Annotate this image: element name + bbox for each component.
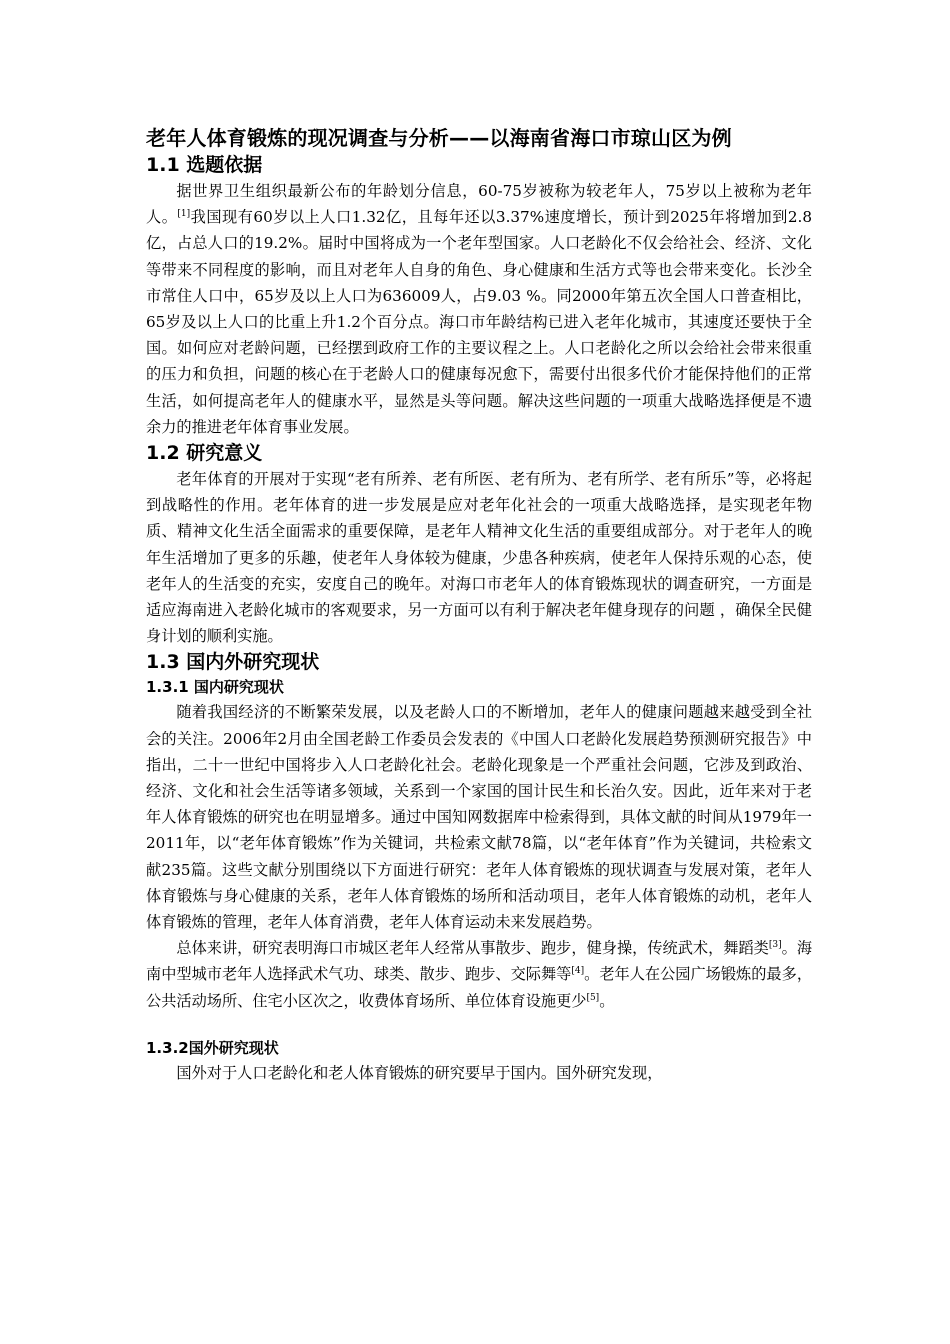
paragraph-text: 。 [599, 991, 615, 1010]
subsection-heading-1-3-1: 1.3.1 国内研究现状 [146, 678, 284, 697]
paragraph-text: 据世界卫生组织最新公布的年龄划分信息，60-75岁被称为较老年人，75岁以上被称为老年人。 [146, 182, 812, 227]
citation-ref: [5] [586, 992, 600, 1003]
paragraph-1-3-1-b [146, 935, 812, 1014]
subsection-heading-1-3-2: 1.3.2国外研究现状 [146, 1038, 279, 1057]
document-page [146, 124, 812, 1086]
paragraph-text: 我国现有60岁以上人口1.32亿，且每年还以3.37%速度增长，预计到2025年将增加到2.8亿，占总人口的19.2%。届时中国将成为一个老年型国家。人口老龄化不仅会给社会、经济、文化等带来不同程度的影响，而且对老年人自身的角色、身心健康和生活方式等也会带来变化。长沙全市常住人口中，65岁及以上人口为636009人，占9.03 %。同2000年第五次全国人口普查相比，65岁及以上人口的比重上升1.2个百分点。海口市年龄结构已进入老年化城市，其速度还要快于全国。如何应对老龄问题，已经摆到政府工作的主要议程之上。人口老龄化之所以会给社会带来很重的压力和负担，问题的核心在于老龄人口的健康每况愈下，需要付出很多代价才能保持他们的正常生活，如何提高老年人的健康水平，显然是头等问题。解决这些问题的一项重大战略选择便是不遗余力的推进老年体育事业发展。 [146, 208, 812, 436]
paragraph-text: 。海南中型城市老年人选择武术气功、球类、散步、跑步、交际舞等 [146, 939, 813, 984]
paragraph-1-1 [146, 178, 812, 440]
citation-ref: [1] [177, 209, 191, 220]
paragraph-1-3-2: 国外对于人口老龄化和老人体育锻炼的研究要早于国内。国外研究发现， [176, 1063, 663, 1082]
paragraph-text: 。老年人在公园广场锻炼的最多，公共活动场所、住宅小区次之，收费体育场所、单位体育设施更少 [146, 965, 813, 1010]
paragraph-1-3-1-a: 随着我国经济的不断繁荣发展，以及老龄人口的不断增加，老年人的健康问题越来越受到全社会的关注。2006年2月由全国老龄工作委员会发表的《中国人口老龄化发展趋势预测研究报告》中指出，二十一世纪中国将步入人口老龄化社会。老龄化现象是一个严重社会问题，它涉及到政治、经济、文化和社会生活等诸多领域，关系到一个家国的国计民生和长治久安。因此，近年来对于老年人体育锻炼的研究也在明显增多。通过中国知网数据库中检索得到，具体文献的时间从1979年一2011年，以“老年体育锻炼”作为关键词，共检索文献78篇，以“老年体育”作为关键词，共检索文献235篇。这些文献分别围绕以下方面进行研究：老年人体育锻炼的现状调查与发展对策，老年人体育锻炼与身心健康的关系，老年人体育锻炼的场所和活动项目，老年人体育锻炼的动机，老年人体育锻炼的管理，老年人体育消费，老年人体育运动未来发展趋势。 [146, 703, 812, 932]
paragraph-1-2: 老年体育的开展对于实现“老有所养、老有所医、老有所为、老有所学、老有所乐”等，必将起到战略性的作用。老年体育的进一步发展是应对老年化社会的一项重大战略选择，是实现老年物质、精神文化生活全面需求的重要保障，是老年人精神文化生活的重要组成部分。对于老年人的晚年生活增加了更多的乐趣，使老年人身体较为健康，少患各种疾病，使老年人保持乐观的心态，使老年人的生活变的充实，安度自己的晚年。对海口市老年人的体育锻炼现状的调查研究，一方面是适应海南进入老龄化城市的客观要求，另一方面可以有利于解决老年健身现存的问题 ，确保全民健身计划的顺利实施。 [146, 470, 812, 646]
paragraph-text: 总体来讲，研究表明海口市城区老年人经常从事散步、跑步，健身操，传统武术，舞蹈类 [176, 939, 769, 958]
citation-ref: [4] [571, 966, 585, 977]
citation-ref: [3] [768, 940, 782, 951]
section-heading-1-3: 1.3 国内外研究现状 [146, 651, 320, 674]
section-heading-1-2: 1.2 研究意义 [146, 442, 263, 465]
section-heading-1-1: 1.1 选题依据 [146, 154, 263, 176]
blank-line [146, 1014, 812, 1036]
document-title: 老年人体育锻炼的现况调查与分析——以海南省海口市琼山区为例 [146, 126, 732, 150]
